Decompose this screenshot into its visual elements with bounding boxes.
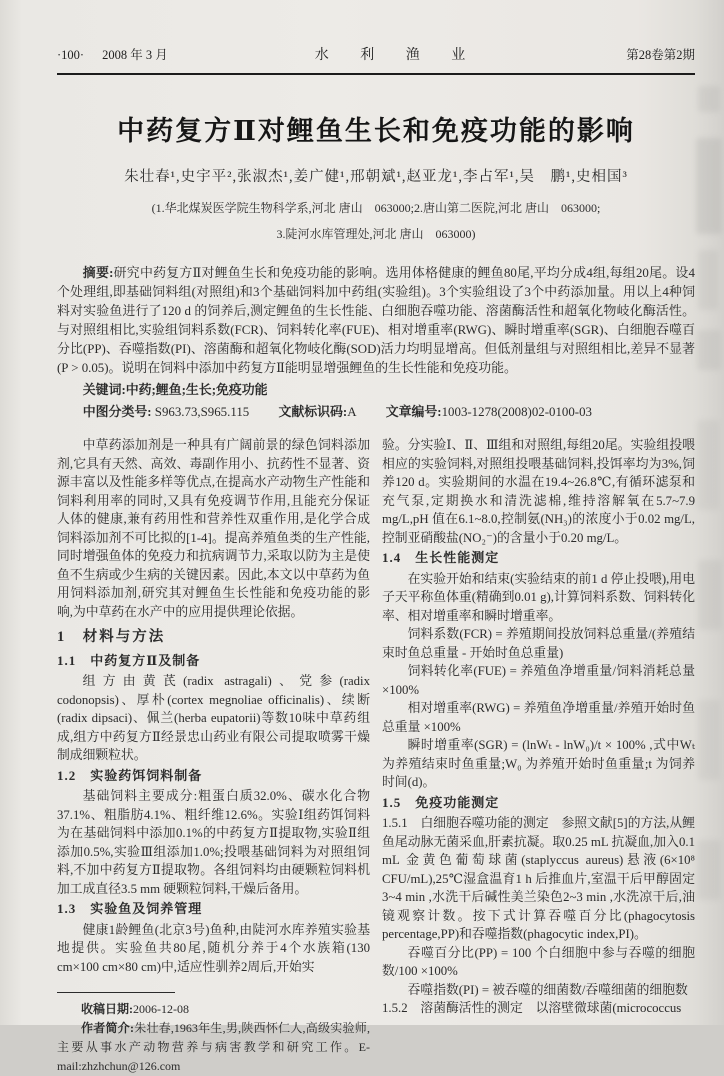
author-bio-line <box>57 1019 370 1076</box>
clc-value: S963.73,S965.115 <box>154 405 250 419</box>
keywords-label: 关键词: <box>82 383 126 397</box>
doc-code-label: 文献标识码: <box>278 405 348 419</box>
doc-code-segment <box>278 405 356 419</box>
abstract <box>57 264 695 378</box>
sgr-formula: 瞬时增重率(SGR) = (lnWₜ - lnW₀)/t × 100% ,式中Wₜ为养殖结束时鱼重量;W₀ 为养殖开始时鱼重量;t 为饲养时间(d)。 <box>382 738 695 789</box>
scan-artifact <box>697 330 721 370</box>
section-1-5-1-paragraph: 1.5.1 白细胞吞噬功能的测定 参照文献[5]的方法,从鲤鱼尾动脉无菌采血,肝素抗凝。取0.25 mL 抗凝血,加入0.1 mL 金黄色葡萄球菌(staplyccus aureus)悬液(6×10⁸ CFU/mL),25℃湿盒温育1 h 后推血片,室温干后甲醇固定3~4 min ,水洗干后碱性美兰染色2~3 min ,水洗凉干后,油镜观察计数。按下式计算吞噬百分比(phagocytosis percentage,PP)和吞噬指数(phagocytic index,PI)。 <box>382 816 695 941</box>
keywords-text: 中药;鲤鱼;生长;免疫功能 <box>125 383 268 397</box>
received-date-value: 2006-12-08 <box>133 1002 189 1016</box>
section-1-1-paragraph: 组方由黄芪(radix astragali)、党参(radix codonopsis)、厚朴(cortex megnoliae officinalis)、续断(radix dipsaci)、佩兰(herba eupatorii)等数10味中草药组成,组方中药复方Ⅱ经景忠山药业有限公司提取喷雾干燥制成细颗粒状。 <box>57 674 370 762</box>
two-column-body <box>57 436 695 1076</box>
author-bio-text: 朱壮春,1963年生,男,陕西怀仁人,高级实验师,主要从事水产动物营养与病害教学和研究工作。E-mail:zhzhchun@126.com <box>57 1021 370 1073</box>
scan-artifact <box>698 250 718 310</box>
section-heading-1-2: 1.2 实验药饵饲料制备 <box>57 767 203 783</box>
header-rule <box>57 73 695 75</box>
scan-artifact <box>697 420 719 510</box>
right-column <box>382 436 695 1076</box>
clc-segment <box>83 405 249 419</box>
doc-code-value: A <box>347 405 357 419</box>
fue-formula: 饲料转化率(FUE) = 养殖鱼净增重量/饲料消耗总量 ×100% <box>382 664 695 697</box>
author-bio-label: 作者简介: <box>81 1021 134 1035</box>
abstract-text: 研究中药复方Ⅱ对鲤鱼生长和免疫功能的影响。选用体格健康的鲤鱼80尾,平均分成4组,每组20尾。设4个处理组,即基础饲料组(对照组)和3个基础饲料加中药组(实验组)。3个实验组设了3个中药添加量。用以上4种饲料对实验鱼进行了120 d 的饲养后,测定鲤鱼的生长性能、白细胞吞噬功能、溶菌酶活性和超氧化物岐化酶活性。与对照组相比,实验组饲料系数(FCR)、饲料转化率(FUE)、相对增重率(RWG)、瞬时增重率(SGR)、白细胞吞噬百分比(PP)、吞噬指数(PI)、溶菌酶和超氧化物岐化酶(SOD)活力均明显增高。但低剂量组与对照组相比,差异不显著(P > 0.05)。说明在饲料中添加中药复方Ⅱ能明显增强鲤鱼的生长性能和免疫功能。 <box>57 266 695 375</box>
issue-date: 2008 年 3 月 <box>102 48 168 62</box>
page-number: ·100· <box>57 48 85 62</box>
rwg-formula: 相对增重率(RWG) = 养殖鱼净增重量/养殖开始时鱼总重量 ×100% <box>382 701 695 734</box>
volume-issue: 第28卷第2期 <box>626 48 695 62</box>
received-date-label: 收稿日期: <box>81 1002 133 1016</box>
section-heading-1-1: 1.1 中药复方Ⅱ及制备 <box>57 652 201 668</box>
affiliation-line-2: 3.陡河水库管理处,河北 唐山 063000) <box>276 227 476 241</box>
journal-header <box>57 44 695 64</box>
scan-artifact <box>696 138 722 234</box>
received-date-line <box>57 1000 370 1019</box>
section-1-5-2-paragraph: 1.5.2 溶菌酶活性的测定 以溶壁微球菌(micrococcus <box>382 1001 682 1015</box>
clc-label: 中图分类号: <box>82 405 152 419</box>
fcr-formula: 饲料系数(FCR) = 养殖期间投放饲料总重量/(养殖结束时鱼总重量 - 开始时鱼总重量) <box>382 627 695 660</box>
article-title: 中药复方Ⅱ对鲤鱼生长和免疫功能的影响 <box>117 116 635 146</box>
article-id-segment <box>386 405 592 419</box>
article-id-value: 1003-1278(2008)02-0100-03 <box>441 405 592 419</box>
section-1-3-continued-paragraph: 验。分实验Ⅰ、Ⅱ、Ⅲ组和对照组,每组20尾。实验组投喂相应的实验饲料,对照组投喂基础饲料,投饵率均为3%,饲养120 d。实验期间的水温在19.4~26.8℃,有循环滤泵和充气泵,定期换水和清洗滤棉,维持溶解氧在5.7~7.9 mg/L,pH 值在6.1~8.0,控制氨(NH₃)的浓度小于0.02 mg/L,控制亚硝酸盐(NO₂⁻)的含量小于0.20 mg/L。 <box>382 438 695 545</box>
section-heading-1-5: 1.5 免疫功能测定 <box>382 794 500 810</box>
classification-line <box>57 402 695 422</box>
section-heading-1-4: 1.4 生长性能测定 <box>382 550 500 565</box>
first-page-footnote <box>57 992 370 1076</box>
section-1-4-paragraph: 在实验开始和结束(实验结束的前1 d 停止投喂),用电子天平称鱼体重(精确到0.01 g),计算饲料系数、饲料转化率、相对增重率和瞬时增重率。 <box>382 571 695 623</box>
author-line: 朱壮春¹,史宇平²,张淑杰¹,姜广健¹,邢朝斌¹,赵亚龙¹,李占军¹,吴 鹏¹,史相国³ <box>124 169 628 185</box>
abstract-label: 摘要: <box>82 266 114 280</box>
pi-formula: 吞噬指数(PI) = 被吞噬的细菌数/吞噬细菌的细胞数 <box>407 982 688 997</box>
scan-artifact <box>697 840 721 900</box>
scan-artifact <box>698 700 720 780</box>
left-column <box>57 436 370 1076</box>
article-id-label: 文章编号: <box>385 405 442 419</box>
section-1-3-paragraph: 健康1龄鲤鱼(北京3号)鱼种,由陡河水库养殖实验基地提供。实验鱼共80尾,随机分养于4个水族箱(130 cm×100 cm×80 cm)中,适应性驯养2周后,开始实 <box>57 922 370 974</box>
scan-artifact <box>698 560 722 630</box>
journal-name: 水 利 渔 业 <box>314 48 480 63</box>
section-heading-1: 1 材料与方法 <box>57 629 166 645</box>
section-heading-1-3: 1.3 实验鱼及饲养管理 <box>57 901 203 916</box>
intro-paragraph: 中草药添加剂是一种具有广阔前景的绿色饲料添加剂,它具有天然、高效、毒副作用小、抗药性不显著、资源丰富以及性能多样等优点,在提高水产动物生产性能和饲料利用率的同时,又具有免疫调节作用,且能充分保证人体的健康,兼有药用性和营养性双重作用,是化学合成饲料添加剂不可比拟的[1-4]。提高养殖鱼类的生产性能,同时增强鱼体的免疫力和抗病调节力,采取以防为主是使鱼不生病或少生病的关键因素。因此,本文以中草药为鱼用饲料添加剂,研究其对鲤鱼生长性能和免疫功能的影响,为中草药在水产中的应用提供理论依据。 <box>57 438 370 619</box>
scan-artifact <box>698 86 720 112</box>
keywords-line <box>57 380 695 400</box>
pp-formula: 吞噬百分比(PP) = 100 个白细胞中参与吞噬的细胞数/100 ×100% <box>382 945 695 978</box>
section-1-2-paragraph: 基础饲料主要成分:粗蛋白质32.0%、碳水化合物37.1%、粗脂肪4.1%、粗纤维12.6%。实验Ⅰ组药饵饲料为在基础饲料中添加0.1%的中药复方Ⅱ提取物,实验Ⅱ组添加0.5%,实验Ⅲ组添加1.0%;投喂基础饲料为对照组饲料,不加中药复方Ⅱ提取物。各组饲料均由硬颗粒饲料机加工成直径3.5 mm 硬颗粒饲料,干燥后备用。 <box>57 789 370 896</box>
footnote-rule <box>57 992 175 993</box>
affiliation-line-1: (1.华北煤炭医学院生物科学系,河北 唐山 063000;2.唐山第二医院,河北 唐山 063000; <box>151 201 601 215</box>
